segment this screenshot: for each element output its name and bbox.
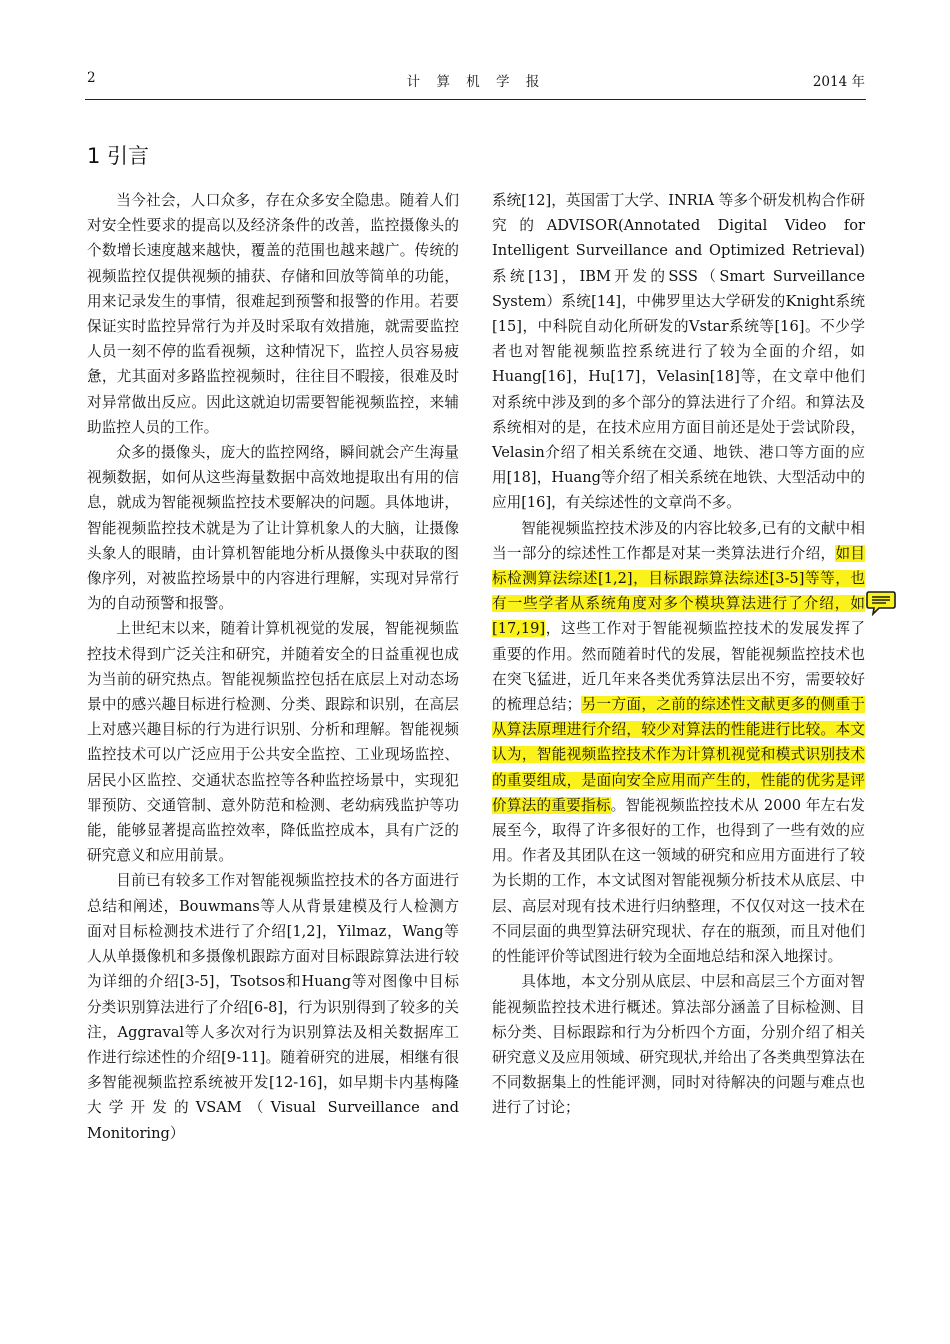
right-column: [492, 188, 865, 1121]
highlighted-text[interactable]: 如目标检测算法综述[1,2]，目标跟踪算法综述[3-5]等等，也有一些学者从系统角度对多个模块算法进行了介绍，如[17,19]: [492, 544, 865, 638]
highlighted-text[interactable]: 另一方面，之前的综述性文献更多的侧重于从算法原理进行介绍，较少对算法的性能进行比较。本文认为，智能视频监控技术作为计算机视觉和模式识别技术的重要组成，是面向安全应用而产生的，性能的优劣是评价算法的重要指标: [492, 696, 865, 814]
running-header: [87, 70, 865, 90]
text-run: 智能视频监控技术涉及的内容比较多,已有的文献中相当一部分的综述性工作都是对某一类算法进行介绍，: [492, 519, 865, 562]
paragraph: 上世纪末以来，随着计算机视觉的发展，智能视频监控技术得到广泛关注和研究，并随着安全的日益重视也成为当前的研究热点。智能视频监控包括在底层上对动态场景中的感兴趣目标进行检测、分类、跟踪和识别，在高层上对感兴趣目标的行为进行识别、分析和理解。智能视频监控技术可以广泛应用于公共安全监控、工业现场监控、居民小区监控、交通状态监控等各种监控场景中，实现犯罪预防、交通管制、意外防范和检测、老幼病残监护等功能，能够显著提高监控效率，降低监控成本，具有广泛的研究意义和应用前景。: [87, 620, 459, 865]
section-title: 1 引言: [87, 144, 150, 168]
comment-bubble-icon[interactable]: [865, 590, 897, 616]
text-run: ，这些工作对于智能视频监控技术的发展发挥了重要的作用。然而随着时代的发展，智能视频监控技术也在突飞猛进，近几年来各类优秀算法层出不穷，需要较好的梳理总结；: [492, 620, 865, 714]
header-rule: [85, 99, 866, 100]
paragraph: [492, 516, 865, 970]
left-column: [87, 188, 459, 1146]
paragraph: 具体地，本文分别从底层、中层和高层三个方面对智能视频监控技术进行概述。算法部分涵盖了目标检测、目标分类、目标跟踪和行为分析四个方面，分别介绍了相关研究意义及应用领域、研究现状,并给出了各类典型算法在不同数据集上的性能评测，同时对待解决的问题与难点也进行了讨论；: [492, 973, 865, 1117]
page-number: 2: [87, 70, 96, 86]
journal-title: 计 算 机 学 报: [406, 74, 546, 90]
publication-year: 2014 年: [812, 74, 865, 90]
paragraph: 系统[12]，英国雷丁大学、INRIA 等多个研发机构合作研究的ADVISOR(Annotated Digital Video for Intelligent Surveillance and Optimized Retrieval)系统[13]，IBM开发的SSS（Smart Surveillance System）系统[14]，中佛罗里达大学研发的Knight系统[15]，中科院自动化所研发的Vstar系统等[16]。不少学者也对智能视频监控系统进行了较为全面的介绍，如Huang[16]，Hu[17]，Velasin[18]等，在文章中他们对系统中涉及到的多个部分的算法进行了介绍。和算法及系统相对的是，在技术应用方面目前还是处于尝试阶段，Velasin介绍了相关系统在交通、地铁、港口等方面的应用[18]，Huang等介绍了相关系统在地铁、大型活动中的应用[16]，有关综述性的文章尚不多。: [492, 192, 865, 512]
paragraph: 目前已有较多工作对智能视频监控技术的各方面进行总结和阐述，Bouwmans等人从背景建模及行人检测方面对目标检测技术进行了介绍[1,2]，Yilmaz，Wang等人从单摄像机和多摄像机跟踪方面对目标跟踪算法进行较为详细的介绍[3-5]，Tsotsos和Huang等对图像中目标分类识别算法进行了介绍[6-8]，行为识别得到了较多的关注，Aggraval等人多次对行为识别算法及相关数据库工作进行综述性的介绍[9-11]。随着研究的进展，相继有很多智能视频监控系统被开发[12-16]，如早期卡内基梅隆大学开发的VSAM（Visual Surveillance and Monitoring）: [87, 872, 459, 1142]
paragraph: 众多的摄像头，庞大的监控网络，瞬间就会产生海量视频数据，如何从这些海量数据中高效地提取出有用的信息，就成为智能视频监控技术要解决的问题。具体地讲，智能视频监控技术就是为了让计算机象人的大脑，让摄像头象人的眼睛，由计算机智能地分析从摄像头中获取的图像序列，对被监控场景中的内容进行理解，实现对异常行为的自动预警和报警。: [87, 444, 459, 613]
text-run: 。智能视频监控技术从 2000 年左右发展至今，取得了许多很好的工作，也得到了一些有效的应用。作者及其团队在这一领域的研究和应用方面进行了较为长期的工作，本文试图对智能视频分析技术从底层、中层、高层对现有技术进行归纳整理，不仅仅对这一技术在不同层面的典型算法研究现状、存在的瓶颈，而且对他们的性能评价等试图进行较为全面地总结和深入地探讨。: [492, 796, 865, 966]
paragraph: 当今社会，人口众多，存在众多安全隐患。随着人们对安全性要求的提高以及经济条件的改善，监控摄像头的个数增长速度越来越快，覆盖的范围也越来越广。传统的视频监控仅提供视频的捕获、存储和回放等简单的功能，用来记录发生的事情，很难起到预警和报警的作用。若要保证实时监控异常行为并及时采取有效措施，就需要监控人员一刻不停的监看视频，这种情况下，监控人员容易疲惫，尤其面对多路监控视频时，往往目不暇接，很难及时对异常做出反应。因此这就迫切需要智能视频监控，来辅助监控人员的工作。: [87, 192, 459, 436]
